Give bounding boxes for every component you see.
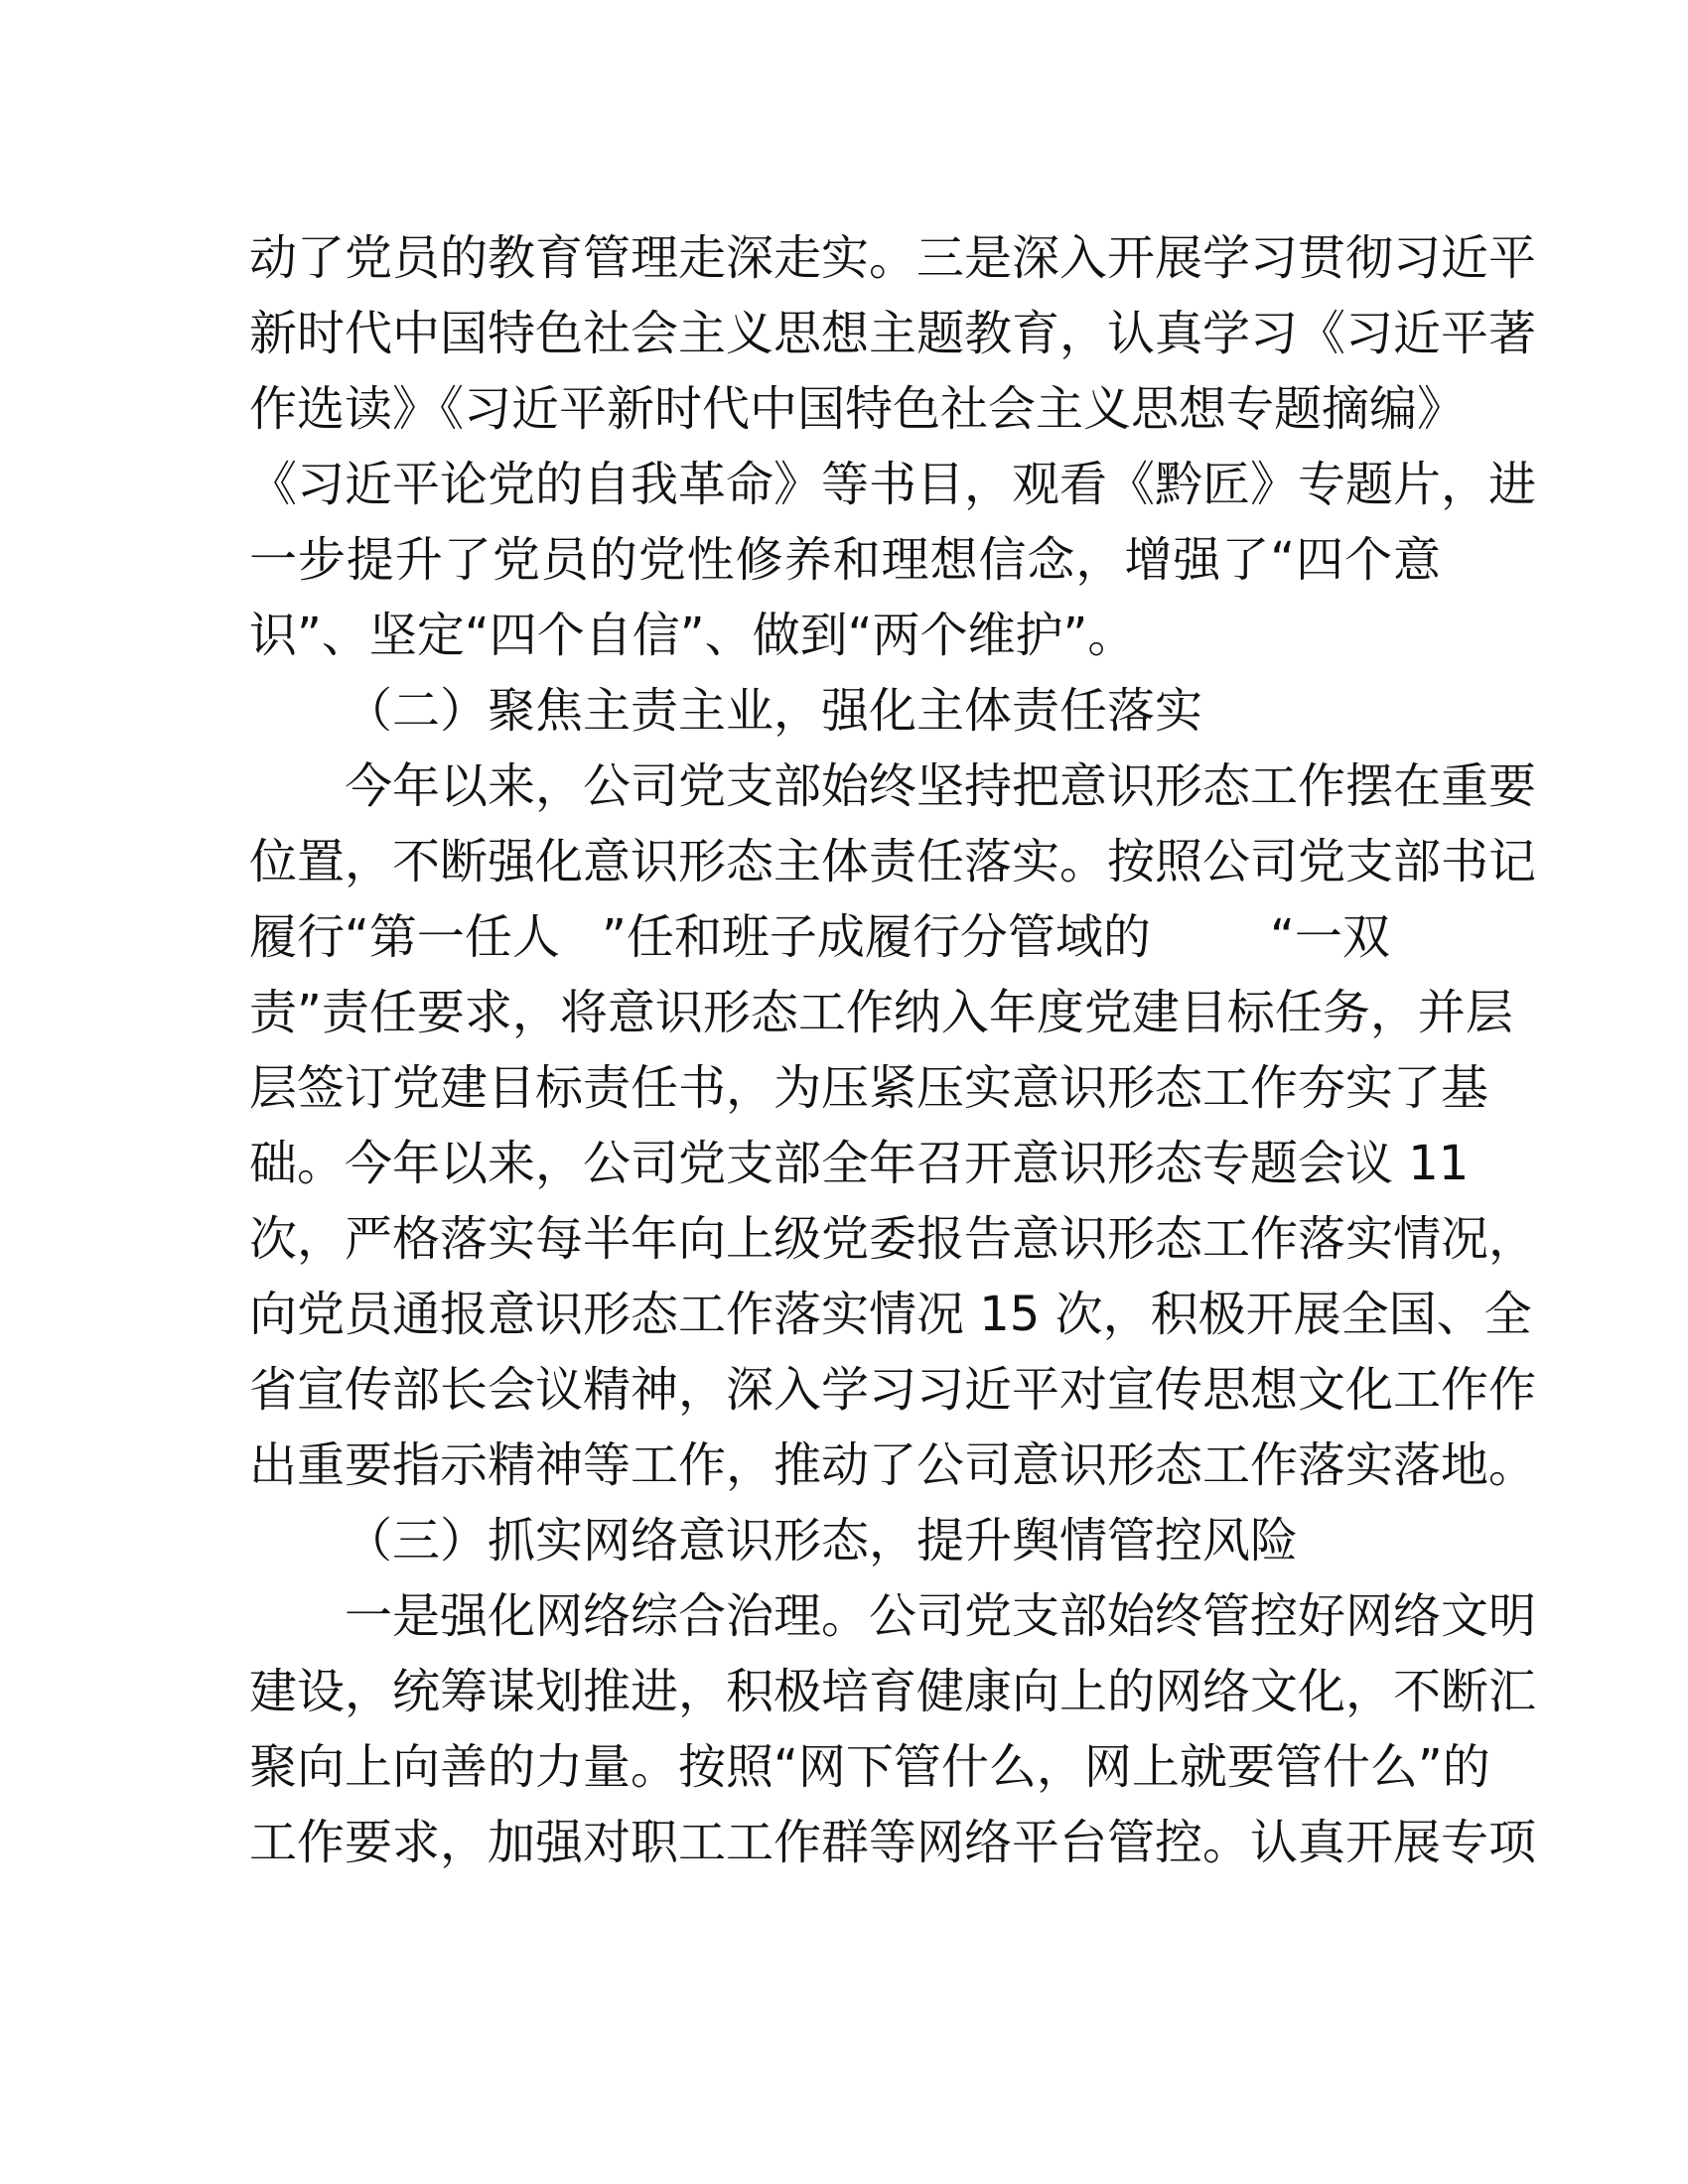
paragraph-line: 省宣传部长会议精神，深入学习习近平对宣传思想文化工作作 bbox=[249, 1362, 1537, 1418]
paragraph-line: 聚向上向善的力量。按照“网下管什么，网上就要管什么”的 bbox=[249, 1739, 1490, 1795]
paragraph-line: 工作要求，加强对职工工作群等网络平台管控。认真开展专项 bbox=[249, 1815, 1537, 1870]
paragraph-line: 础。今年以来，公司党支部全年召开意识形态专题会议 11 bbox=[249, 1136, 1470, 1191]
paragraph-line: 《习近平论党的自我革命》等书目，观看《黔匠》专题片，进 bbox=[249, 457, 1537, 512]
paragraph-line: 一步提升了党员的党性修养和理想信念，增强了“四个意 bbox=[249, 532, 1441, 588]
paragraph-line: 识”、坚定“四个自信”、做到“两个维护”。 bbox=[249, 608, 1136, 663]
paragraph-line: 新时代中国特色社会主义思想主题教育，认真学习《习近平著 bbox=[249, 306, 1537, 361]
paragraph-line: 动了党员的教育管理走深走实。三是深入开展学习贯彻习近平 bbox=[249, 230, 1537, 286]
paragraph-line: 向党员通报意识形态工作落实情况 15 次，积极开展全国、全 bbox=[249, 1287, 1532, 1342]
line-segment: 履行“第一任人 bbox=[249, 909, 560, 965]
section-heading-3: （三）抓实网络意识形态，提升舆情管控风险 bbox=[345, 1513, 1299, 1569]
paragraph-line: 位置，不断强化意识形态主体责任落实。按照公司党支部书记 bbox=[249, 834, 1537, 889]
section-heading-2: （二）聚焦主责主业，强化主体责任落实 bbox=[345, 683, 1203, 739]
paragraph-line: 责”责任要求，将意识形态工作纳入年度党建目标任务，并层 bbox=[249, 985, 1513, 1040]
paragraph-line: 今年以来，公司党支部始终坚持把意识形态工作摆在重要 bbox=[345, 758, 1537, 814]
paragraph-line: 建设，统筹谋划推进，积极培育健康向上的网络文化，不断汇 bbox=[249, 1664, 1537, 1719]
paragraph-line: 出重要指示精神等工作，推动了公司意识形态工作落实落地。 bbox=[249, 1437, 1537, 1493]
paragraph-line: 作选读》《习近平新时代中国特色社会主义思想专题摘编》 bbox=[249, 381, 1466, 437]
paragraph-line: 次，严格落实每半年向上级党委报告意识形态工作落实情况， bbox=[249, 1211, 1537, 1267]
paragraph-line: 一是强化网络综合治理。公司党支部始终管控好网络文明 bbox=[345, 1588, 1537, 1644]
paragraph-line-gapped bbox=[249, 897, 1441, 977]
line-segment: ”任和班子成履行分管域的 bbox=[602, 909, 1151, 965]
line-segment: “一双 bbox=[1270, 909, 1390, 965]
paragraph-line: 层签订党建目标责任书，为压紧压实意识形态工作夯实了基 bbox=[249, 1060, 1489, 1116]
